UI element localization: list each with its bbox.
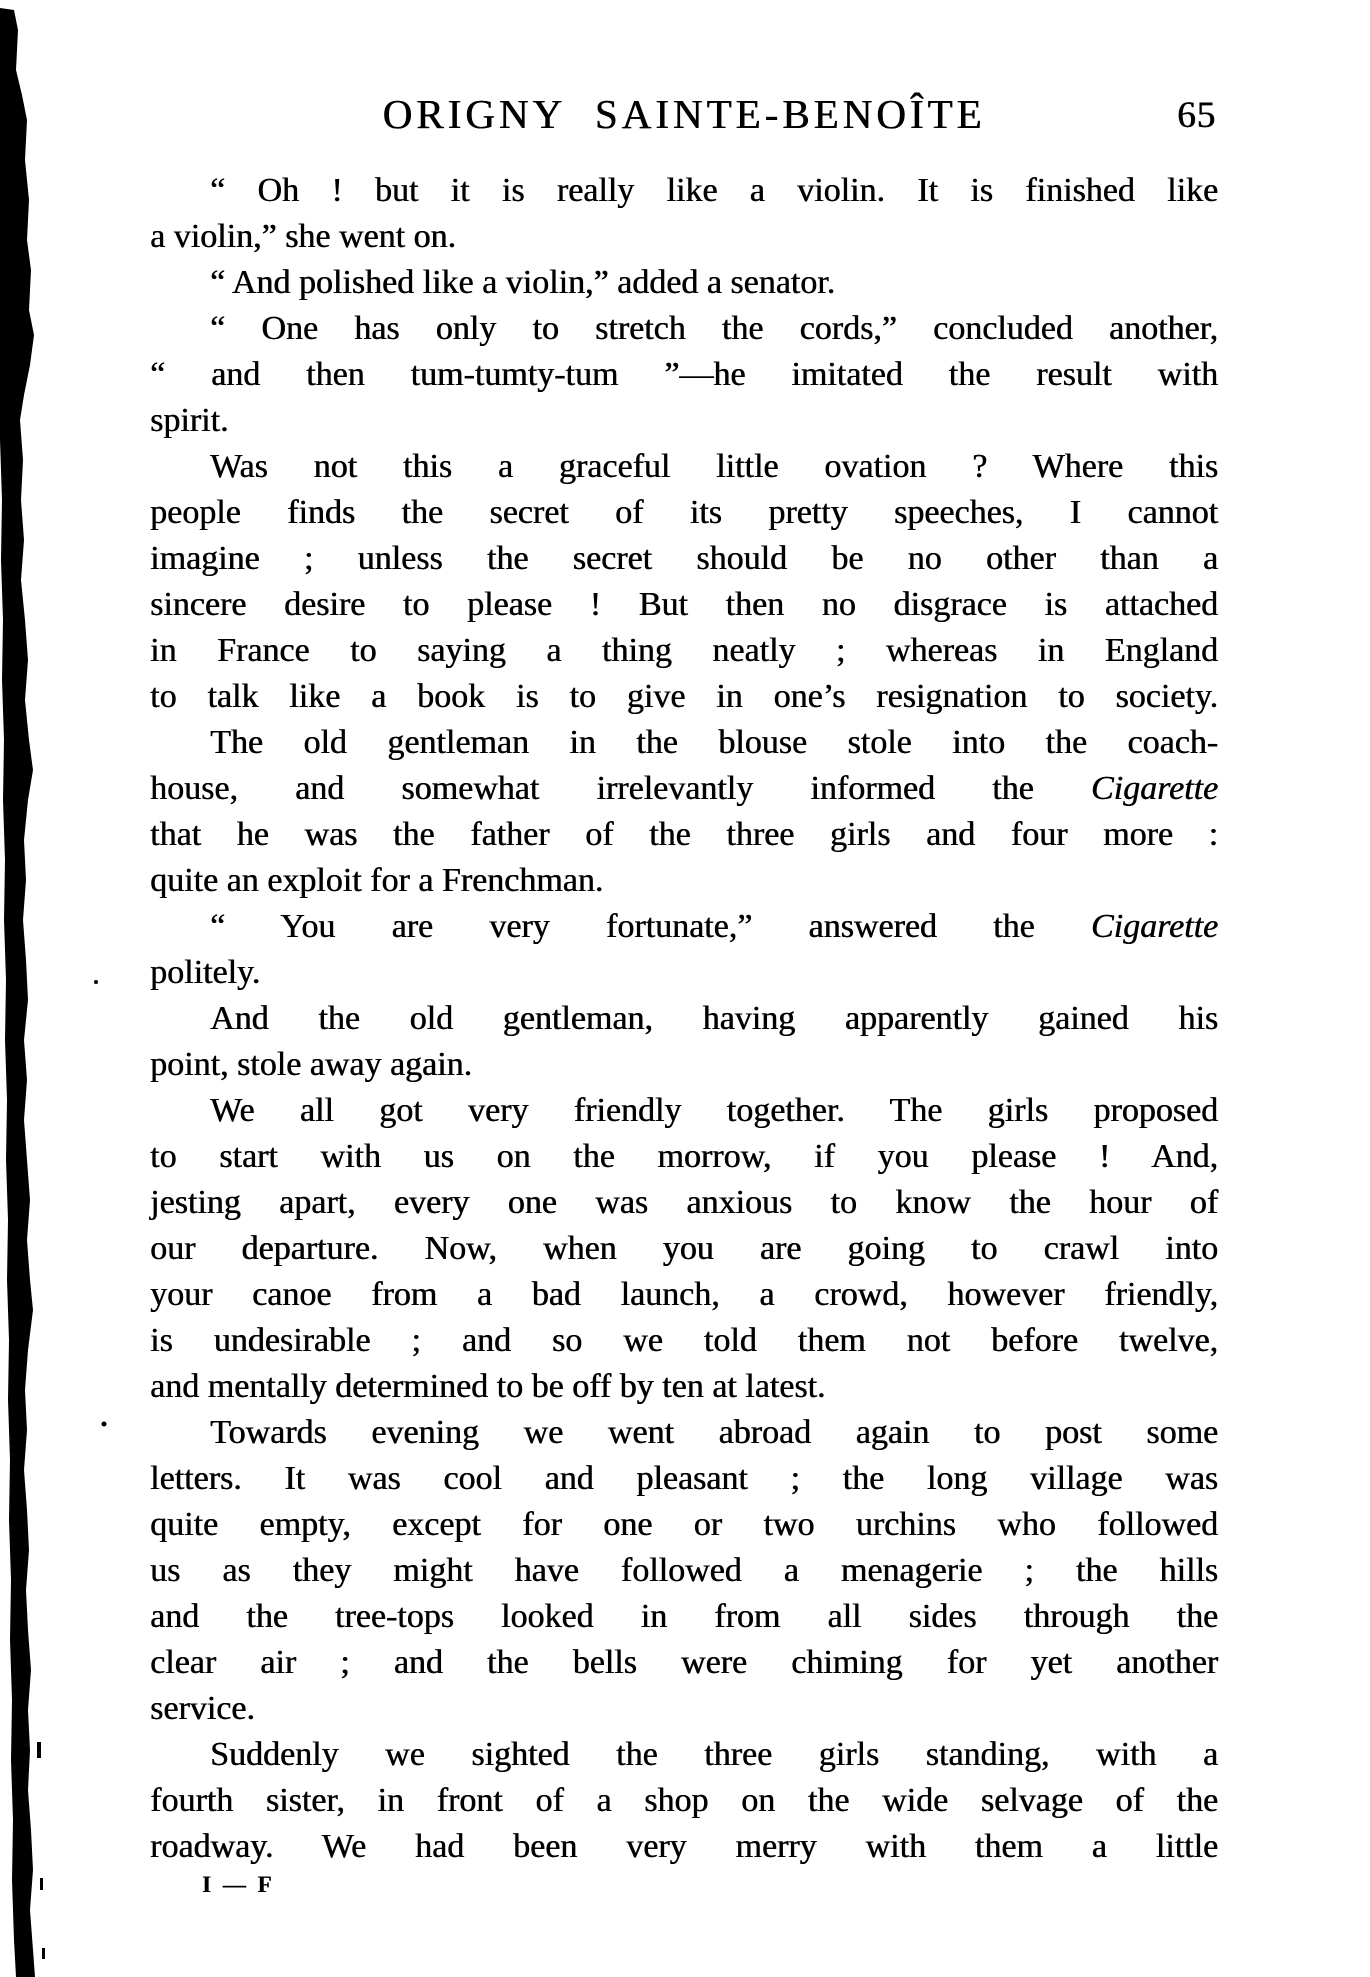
text-line: “ One has only to stretch the cords,” concluded another,: [210, 310, 1218, 347]
text-line: letters. It was cool and pleasant ; the long village was: [150, 1460, 1218, 1497]
text-line: We all got very friendly together. The girls proposed: [210, 1092, 1218, 1129]
text-line: politely.: [150, 954, 261, 991]
text-line: quite empty, except for one or two urchins who followed: [150, 1506, 1218, 1543]
text-line: jesting apart, every one was anxious to know the hour of: [150, 1184, 1218, 1221]
text-line: point, stole away again.: [150, 1046, 472, 1083]
text-line: The old gentleman in the blouse stole into the coach-: [210, 724, 1218, 761]
text-line: is undesirable ; and so we told them not before twelve,: [150, 1322, 1218, 1359]
text-line: your canoe from a bad launch, a crowd, however friendly,: [150, 1276, 1218, 1313]
text-line: “ and then tum-tumty-tum ”—he imitated the result with: [150, 356, 1218, 393]
text-line: sincere desire to please ! But then no disgrace is attached: [150, 586, 1218, 623]
text-line: “ Oh ! but it is really like a violin. It is finished like: [210, 172, 1218, 209]
page-header-title: ORIGNY SAINTE-BENOÎTE: [382, 91, 986, 137]
text-line: that he was the father of the three girls and four more :: [150, 816, 1218, 853]
text-line: people finds the secret of its pretty speeches, I cannot: [150, 494, 1218, 531]
text-line: quite an exploit for a Frenchman.: [150, 862, 604, 899]
text-line: roadway. We had been very merry with them a little: [150, 1828, 1218, 1865]
text-line: in France to saying a thing neatly ; whereas in England: [150, 632, 1218, 669]
text-line: our departure. Now, when you are going to crawl into: [150, 1230, 1218, 1267]
footer-signature-mark: I — F: [202, 1872, 275, 1897]
text-line: us as they might have followed a menagerie ; the hills: [150, 1552, 1218, 1589]
text-line: fourth sister, in front of a shop on the wide selvage of the: [150, 1782, 1218, 1819]
text-line: imagine ; unless the secret should be no other than a: [150, 540, 1218, 577]
text-line: clear air ; and the bells were chiming for yet another: [150, 1644, 1218, 1681]
text-line: to talk like a book is to give in one’s resignation to society.: [150, 678, 1218, 715]
text-line: a violin,” she went on.: [150, 218, 456, 255]
text-line: “ And polished like a violin,” added a senator.: [210, 264, 836, 301]
page-text: [150, 168, 1218, 1870]
scan-edge-artifact: [0, 0, 120, 1977]
text-line: to start with us on the morrow, if you please ! And,: [150, 1138, 1218, 1175]
running-head: [150, 90, 1218, 140]
text-line: And the old gentleman, having apparently gained his: [210, 1000, 1218, 1037]
text-line: spirit.: [150, 402, 229, 439]
text-line: “ You are very fortunate,” answered the Cigarette: [210, 908, 1218, 945]
text-line: house, and somewhat irrelevantly informed the Cigarette: [150, 770, 1218, 807]
text-line: and the tree-tops looked in from all sides through the: [150, 1598, 1218, 1635]
text-line: Suddenly we sighted the three girls standing, with a: [210, 1736, 1218, 1773]
text-line: Towards evening we went abroad again to post some: [210, 1414, 1218, 1451]
text-line: Was not this a graceful little ovation ? Where this: [210, 448, 1218, 485]
text-line: and mentally determined to be off by ten at latest.: [150, 1368, 826, 1405]
page-number: 65: [1177, 95, 1216, 136]
text-line: service.: [150, 1690, 255, 1727]
